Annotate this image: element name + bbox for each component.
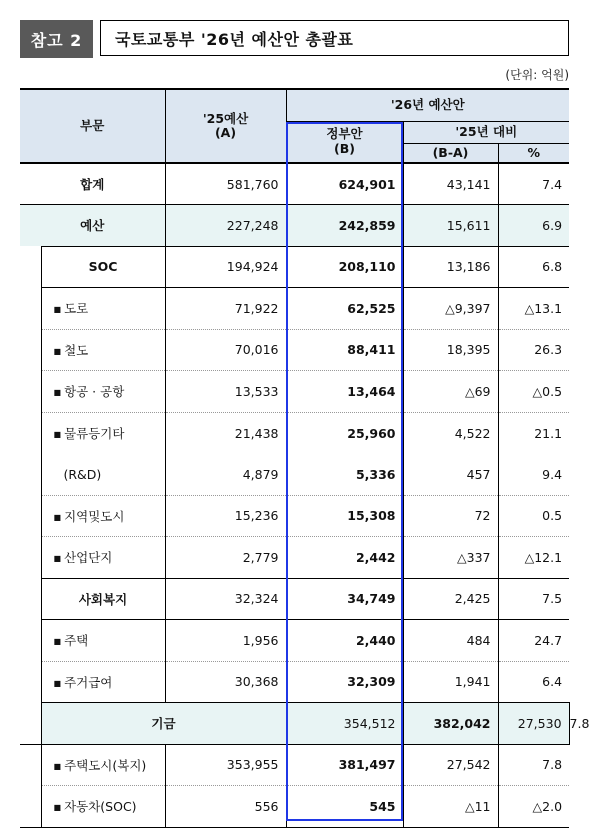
table-row <box>20 744 569 786</box>
cell-diff: 4,522 <box>403 412 498 454</box>
table-row <box>20 537 569 579</box>
cell-pct: △13.1 <box>498 288 569 330</box>
header-gov: 정부안 (B) <box>286 121 403 163</box>
cell-a: 15,236 <box>165 495 286 537</box>
row-label: ■ 항공 · 공항 <box>41 371 165 413</box>
table-row <box>20 412 569 454</box>
cell-a: 556 <box>165 786 286 828</box>
table-row <box>20 163 569 205</box>
cell-a: 32,324 <box>165 578 286 620</box>
cell-pct: 26.3 <box>498 329 569 371</box>
cell-b: 34,749 <box>286 578 403 620</box>
row-label: ■ 도로 <box>41 288 165 330</box>
cell-a: 30,368 <box>165 661 286 703</box>
bullet-icon: ■ <box>53 305 62 315</box>
cell-diff: △337 <box>403 537 498 579</box>
cell-a: 353,955 <box>165 744 286 786</box>
cell-diff: 457 <box>403 454 498 496</box>
cell-b: 25,960 <box>286 412 403 454</box>
unit-label: (단위: 억원) <box>505 68 569 82</box>
table-row <box>20 578 569 620</box>
cell-b: 545 <box>286 786 403 828</box>
bullet-icon: ■ <box>53 761 62 771</box>
cell-a: 194,924 <box>165 246 286 288</box>
cell-diff: 18,395 <box>403 329 498 371</box>
cell-a: 354,512 <box>286 703 403 745</box>
row-label: 사회복지 <box>41 578 165 620</box>
bullet-icon: ■ <box>53 637 62 647</box>
cell-diff: 27,530 <box>498 703 569 745</box>
row-label: ■ 산업단지 <box>41 537 165 579</box>
row-label: SOC <box>41 246 165 288</box>
table-row <box>20 329 569 371</box>
cell-pct: 9.4 <box>498 454 569 496</box>
cell-diff: △9,397 <box>403 288 498 330</box>
bullet-icon: ■ <box>53 346 62 356</box>
cell-diff: 13,186 <box>403 246 498 288</box>
row-label: ■ 주택 <box>41 620 165 662</box>
cell-diff: 43,141 <box>403 163 498 205</box>
bullet-icon: ■ <box>53 678 62 688</box>
cell-a: 13,533 <box>165 371 286 413</box>
indent-spacer <box>20 246 41 744</box>
title-bar <box>20 20 569 58</box>
cell-diff: △69 <box>403 371 498 413</box>
cell-pct: △12.1 <box>498 537 569 579</box>
bullet-icon: ■ <box>53 430 62 439</box>
cell-pct: 7.8 <box>498 744 569 786</box>
row-label: 예산 <box>20 205 165 247</box>
bullet-icon: ■ <box>53 554 62 564</box>
cell-diff: 27,542 <box>403 744 498 786</box>
row-label: 기금 <box>41 703 286 745</box>
row-label: (R&D) <box>63 466 102 482</box>
bullet-icon: ■ <box>53 803 62 813</box>
table-row <box>20 246 569 288</box>
cell-b: 624,901 <box>286 163 403 205</box>
cell-a: 581,760 <box>165 163 286 205</box>
cell-diff: 15,611 <box>403 205 498 247</box>
cell-a: 4,879 <box>165 454 286 496</box>
cell-pct: △0.5 <box>498 371 569 413</box>
reference-tag: 참고 2 <box>20 20 93 58</box>
row-label: 합계 <box>20 163 165 205</box>
cell-b: 208,110 <box>286 246 403 288</box>
table-row <box>20 288 569 330</box>
cell-b: 5,336 <box>286 454 403 496</box>
header-category: 부문 <box>20 89 165 163</box>
cell-b: 15,308 <box>286 495 403 537</box>
cell-b: 32,309 <box>286 661 403 703</box>
cell-b: 382,042 <box>403 703 498 745</box>
header-diff: (B-A) <box>403 143 498 163</box>
table-row <box>20 371 569 413</box>
cell-pct: 6.4 <box>498 661 569 703</box>
cell-b: 242,859 <box>286 205 403 247</box>
cell-diff: 484 <box>403 620 498 662</box>
bullet-icon: ■ <box>53 512 62 522</box>
table-row <box>20 620 569 662</box>
cell-a: 71,922 <box>165 288 286 330</box>
table-row <box>20 205 569 247</box>
cell-diff: 1,941 <box>403 661 498 703</box>
cell-pct: 6.9 <box>498 205 569 247</box>
row-label: ■ 지역및도시 <box>41 495 165 537</box>
indent-spacer <box>20 744 41 827</box>
cell-diff: 2,425 <box>403 578 498 620</box>
cell-b: 381,497 <box>286 744 403 786</box>
cell-a: 21,438 <box>165 412 286 454</box>
cell-b: 2,440 <box>286 620 403 662</box>
header-budget25: '25예산 (A) <box>165 89 286 163</box>
cell-b: 62,525 <box>286 288 403 330</box>
cell-pct: 6.8 <box>498 246 569 288</box>
budget-table <box>20 88 590 828</box>
cell-diff: △11 <box>403 786 498 828</box>
row-label: ■ 주거급여 <box>41 661 165 703</box>
table-row <box>20 661 569 703</box>
cell-pct: 24.7 <box>498 620 569 662</box>
header-vs25: '25년 대비 <box>403 121 569 143</box>
bullet-icon: ■ <box>53 388 62 398</box>
header-budget26: '26년 예산안 <box>286 89 569 121</box>
cell-pct: △2.0 <box>498 786 569 828</box>
header-pct: % <box>498 143 569 163</box>
cell-b: 2,442 <box>286 537 403 579</box>
row-label: ■ 주택도시(복지) <box>41 744 165 786</box>
cell-pct: 0.5 <box>498 495 569 537</box>
page-title: 국토교통부 '26년 예산안 총괄표 <box>100 20 569 56</box>
row-label: ■ 자동차(SOC) <box>41 786 165 828</box>
cell-a: 1,956 <box>165 620 286 662</box>
cell-a: 227,248 <box>165 205 286 247</box>
table-row: 기금 354,512 382,042 27,530 7.8 <box>20 703 569 745</box>
cell-a: 2,779 <box>165 537 286 579</box>
cell-a: 70,016 <box>165 329 286 371</box>
cell-b: 13,464 <box>286 371 403 413</box>
table-row <box>20 786 569 828</box>
cell-b: 88,411 <box>286 329 403 371</box>
cell-pct: 21.1 <box>498 412 569 454</box>
cell-diff: 72 <box>403 495 498 537</box>
row-label: ■ 철도 <box>41 329 165 371</box>
cell-pct: 7.4 <box>498 163 569 205</box>
table-row <box>20 495 569 537</box>
row-label: ■ 물류등기타 <box>41 412 165 454</box>
cell-pct: 7.5 <box>498 578 569 620</box>
table-row <box>20 454 569 496</box>
